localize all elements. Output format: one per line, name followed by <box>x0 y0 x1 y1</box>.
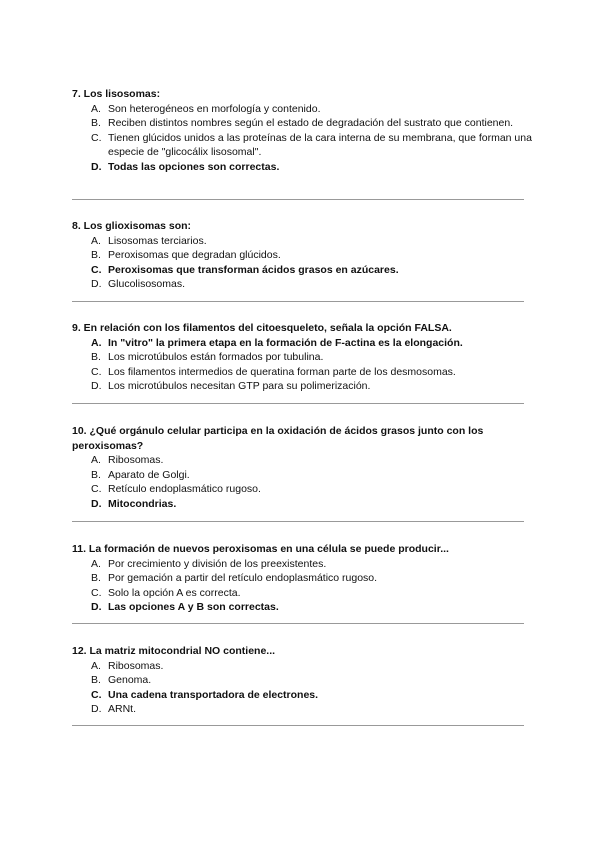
option-b <box>72 116 532 131</box>
option-letter: C. <box>91 131 102 144</box>
option-text: Lisosomas terciarios. <box>108 234 207 247</box>
option-a <box>72 453 532 468</box>
option-b <box>72 468 532 483</box>
question-title: 12. La matriz mitocondrial NO contiene... <box>72 645 276 657</box>
option-text: Las opciones A y B son correctas. <box>108 601 279 613</box>
option-d-correct <box>72 160 532 175</box>
option-text: Aparato de Golgi. <box>108 468 190 481</box>
option-a <box>72 557 532 572</box>
option-letter: D. <box>91 703 102 715</box>
option-list <box>72 557 532 615</box>
option-c-correct <box>72 263 532 278</box>
option-a-correct <box>72 336 532 351</box>
option-letter: A. <box>91 102 101 115</box>
option-list <box>72 453 532 511</box>
option-a <box>72 102 532 117</box>
question-title: 10. ¿Qué orgánulo celular participa en la oxidación de ácidos grasos junto con los peroxisomas? <box>72 425 484 452</box>
option-b <box>72 350 532 365</box>
option-text: Los filamentos intermedios de queratina forman parte de los desmosomas. <box>108 365 456 378</box>
option-d <box>72 277 532 292</box>
option-letter: C. <box>91 586 102 599</box>
option-text: Los microtúbulos están formados por tubulina. <box>108 351 324 363</box>
option-text: Son heterogéneos en morfología y contenido. <box>108 102 321 115</box>
option-text: Los microtúbulos necesitan GTP para su polimerización. <box>108 380 371 392</box>
question-title: 9. En relación con los filamentos del citoesqueleto, señala la opción FALSA. <box>72 322 452 334</box>
option-text: Todas las opciones son correctas. <box>108 160 280 173</box>
question-7 <box>72 87 532 174</box>
option-text: In "vitro" la primera etapa en la formación de F-actina es la elongación. <box>108 336 463 349</box>
option-c <box>72 482 532 497</box>
option-letter: D. <box>91 160 102 173</box>
option-c-correct <box>72 688 532 703</box>
option-letter: B. <box>91 117 101 129</box>
question-11 <box>72 542 532 615</box>
option-letter: B. <box>91 674 101 686</box>
option-letter: B. <box>91 249 101 261</box>
option-d <box>72 379 532 394</box>
option-list <box>72 102 532 175</box>
option-text: Ribosomas. <box>108 454 164 466</box>
option-letter: A. <box>91 454 101 466</box>
option-letter: C. <box>91 688 102 701</box>
option-text: Genoma. <box>108 674 152 686</box>
option-letter: C. <box>91 483 102 495</box>
question-title: 7. Los lisosomas: <box>72 88 161 100</box>
option-text: Peroxisomas que transforman ácidos grasos en azúcares. <box>108 263 399 276</box>
option-letter: D. <box>91 601 102 613</box>
option-letter: D. <box>91 380 102 392</box>
question-title: 11. La formación de nuevos peroxisomas en una célula se puede producir... <box>72 543 449 555</box>
option-c <box>72 586 532 601</box>
option-letter: A. <box>91 659 101 672</box>
option-letter: B. <box>91 572 101 584</box>
option-list <box>72 659 532 717</box>
option-d-correct <box>72 600 532 615</box>
option-letter: C. <box>91 263 102 276</box>
question-10 <box>72 424 532 511</box>
question-9 <box>72 321 532 394</box>
option-letter: A. <box>91 557 101 570</box>
option-a <box>72 659 532 674</box>
option-text: Retículo endoplasmático rugoso. <box>108 483 261 495</box>
option-letter: A. <box>91 336 102 349</box>
option-d-correct <box>72 497 532 512</box>
option-text: Solo la opción A es correcta. <box>108 586 241 599</box>
option-text: ARNt. <box>108 703 137 715</box>
divider <box>72 199 524 200</box>
option-letter: B. <box>91 468 101 481</box>
divider <box>72 403 524 404</box>
question-8 <box>72 219 532 292</box>
option-c <box>72 365 532 380</box>
option-text: Por gemación a partir del retículo endoplasmático rugoso. <box>108 572 378 584</box>
option-text: Mitocondrias. <box>108 497 177 510</box>
option-d <box>72 702 532 717</box>
divider <box>72 623 524 624</box>
question-title: 8. Los glioxisomas son: <box>72 220 192 232</box>
divider <box>72 725 524 726</box>
option-letter: A. <box>91 234 101 247</box>
option-b <box>72 673 532 688</box>
option-list <box>72 336 532 394</box>
option-text: Glucolisosomas. <box>108 278 186 290</box>
option-text: Reciben distintos nombres según el estado de degradación del sustrato que contienen. <box>108 117 514 129</box>
option-text: Peroxisomas que degradan glúcidos. <box>108 249 281 261</box>
question-12 <box>72 644 532 717</box>
option-text: Ribosomas. <box>108 659 164 672</box>
divider <box>72 301 524 302</box>
option-text: Tienen glúcidos unidos a las proteínas de la cara interna de su membrana, que forman una especie de "glicocálix lisosomal". <box>108 131 532 158</box>
option-letter: C. <box>91 365 102 378</box>
option-c <box>72 131 532 160</box>
option-a <box>72 234 532 249</box>
option-text: Por crecimiento y división de los preexistentes. <box>108 557 327 570</box>
option-letter: D. <box>91 497 102 510</box>
option-b <box>72 571 532 586</box>
option-b <box>72 248 532 263</box>
divider <box>72 521 524 522</box>
option-letter: D. <box>91 278 102 290</box>
option-list <box>72 234 532 292</box>
option-letter: B. <box>91 351 101 363</box>
option-text: Una cadena transportadora de electrones. <box>108 688 319 701</box>
